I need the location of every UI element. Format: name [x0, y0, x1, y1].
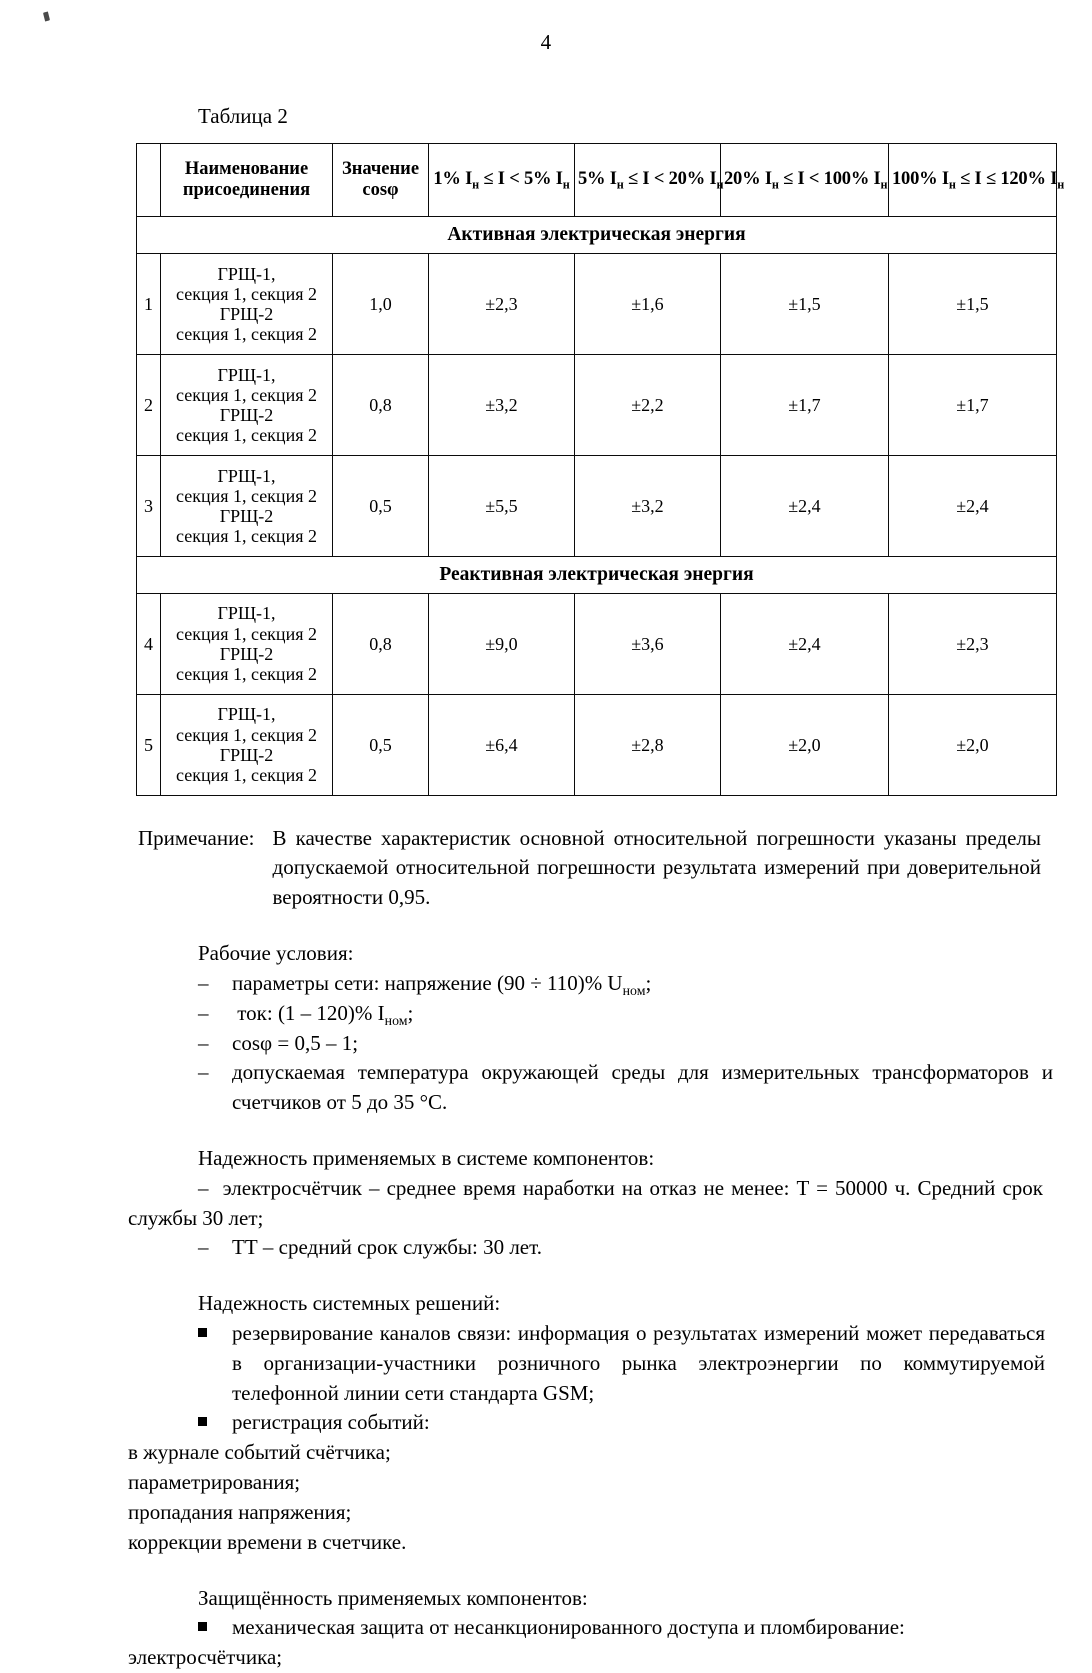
- name-line: ГРЩ-2: [219, 643, 274, 664]
- table-header-row: [137, 144, 1057, 217]
- row-name: [161, 253, 333, 354]
- row-index: 2: [137, 354, 161, 455]
- list-item: [128, 1029, 1053, 1059]
- row-value: ±2,4: [889, 455, 1057, 556]
- name-line: ГРЩ-1,: [217, 704, 276, 725]
- name-line: секция 1, секция 2: [176, 424, 317, 445]
- row-value: ±1,5: [721, 253, 889, 354]
- list-item: [128, 1058, 1053, 1118]
- square-bullet-icon: [198, 1417, 207, 1426]
- section-title: Активная электрическая энергия: [137, 217, 1057, 254]
- table-row: [137, 694, 1057, 795]
- name-line: секция 1, секция 2: [176, 623, 317, 644]
- components-reliability-section: [128, 1144, 1053, 1263]
- row-name: [161, 593, 333, 694]
- list-item-label: параметры сети: напряжение (90 ÷ 110)% $U_{ном}$;: [232, 970, 652, 999]
- name-line: ГРЩ-1,: [217, 603, 276, 624]
- list-item-text: электросчётчик – среднее время наработки на отказ не менее: T = 50000 ч. Средний срок службы 30 лет;: [128, 1175, 1044, 1230]
- row-value: ±2,2: [575, 354, 721, 455]
- row-value: ±3,2: [429, 354, 575, 455]
- name-line: ГРЩ-2: [219, 303, 274, 324]
- name-line: ГРЩ-2: [219, 404, 274, 425]
- header-cos: Значение cosφ: [333, 144, 429, 217]
- list-item: [128, 1233, 1053, 1263]
- dash-icon: –: [198, 1030, 209, 1055]
- working-conditions-heading: Рабочие условия:: [198, 941, 354, 966]
- dash-icon: –: [198, 1235, 209, 1260]
- section-header-row: [137, 217, 1057, 254]
- list-item-label: резервирование каналов связи: информация о результатах измерений может передаваться в организации-участники розничного рынка электроэнергии по коммутируемой телефонной линии сети стандарта GSM;: [232, 1321, 1045, 1405]
- header-range-3: 20% $I_н \le I < 100\%$ $I_н$: [721, 144, 889, 217]
- page-content: [128, 104, 1065, 1673]
- list-item: [128, 999, 1053, 1029]
- table-caption: Таблица 2: [198, 104, 288, 128]
- note-text: В качестве характеристик основной относительной погрешности указаны пределы допускаемой относительной погрешности результата измерений при доверительной вероятности 0,95.: [272, 825, 1041, 910]
- list-item-label: cosφ = 0,5 – 1;: [232, 1030, 359, 1055]
- row-value: ±2,8: [575, 694, 721, 795]
- dash-icon: –: [198, 1060, 209, 1085]
- row-value: ±6,4: [429, 694, 575, 795]
- list-item: [128, 1174, 1053, 1234]
- components-reliability-heading: Надежность применяемых в системе компонентов:: [198, 1145, 655, 1170]
- name-line: ГРЩ-1,: [217, 364, 276, 385]
- note-body: [273, 824, 1053, 913]
- header-range-1: 1% $I_н \le I < 5\%$ $I_н$: [429, 144, 575, 217]
- list-item: [128, 1613, 1053, 1643]
- table-body: [137, 217, 1057, 796]
- system-reliability-heading: Надежность системных решений:: [198, 1291, 501, 1316]
- header-name: Наименование присоединения: [161, 144, 333, 217]
- row-name: [161, 694, 333, 795]
- name-line: секция 1, секция 2: [176, 384, 317, 405]
- event-line: пропадания напряжения;: [128, 1499, 352, 1524]
- name-line: секция 1, секция 2: [176, 323, 317, 344]
- event-line: параметрирования;: [128, 1470, 301, 1495]
- name-line: секция 1, секция 2: [176, 724, 317, 745]
- row-value: ±2,3: [429, 253, 575, 354]
- row-cos: 0,8: [333, 354, 429, 455]
- name-line: ГРЩ-1,: [217, 263, 276, 284]
- row-value: ±1,7: [889, 354, 1057, 455]
- row-value: ±1,7: [721, 354, 889, 455]
- list-item-label: допускаемая температура окружающей среды для измерительных трансформаторов и счетчиков от 5 до 35 °С.: [232, 1060, 1053, 1115]
- row-value: ±3,6: [575, 593, 721, 694]
- scan-artifact-mark: [43, 12, 50, 22]
- row-value: ±2,4: [721, 593, 889, 694]
- event-registration-lines: [128, 1438, 1053, 1557]
- working-conditions-list: [128, 969, 1053, 1118]
- list-item-label: регистрация событий:: [232, 1410, 430, 1435]
- row-index: 1: [137, 253, 161, 354]
- system-reliability-list: [128, 1319, 1053, 1438]
- header-range-4: 100% $I_н \le I \le 120\%$ $I_н$: [889, 144, 1057, 217]
- row-index: 4: [137, 593, 161, 694]
- row-value: ±1,5: [889, 253, 1057, 354]
- table-row: [137, 354, 1057, 455]
- row-cos: 1,0: [333, 253, 429, 354]
- name-line: ГРЩ-1,: [217, 465, 276, 486]
- system-reliability-section: [128, 1289, 1053, 1557]
- name-line: секция 1, секция 2: [176, 764, 317, 785]
- header-index: [137, 144, 161, 217]
- row-value: ±2,0: [889, 694, 1057, 795]
- working-conditions-section: [128, 939, 1053, 1118]
- square-bullet-icon: [198, 1328, 207, 1337]
- note-label: Примечание:: [138, 825, 255, 850]
- row-name: [161, 354, 333, 455]
- name-line: секция 1, секция 2: [176, 485, 317, 506]
- table-row: [137, 593, 1057, 694]
- protection-section: [128, 1584, 1053, 1673]
- table-note: [128, 824, 1053, 913]
- row-index: 3: [137, 455, 161, 556]
- list-item-label: – электросчётчик – среднее время наработки на отказ не менее: T = 50000 ч. Средний срок службы 30 лет;: [128, 1175, 1044, 1230]
- list-item: [128, 1408, 1053, 1438]
- protection-heading: Защищённость применяемых компонентов:: [198, 1585, 588, 1610]
- components-reliability-list: [128, 1174, 1053, 1263]
- list-item-label: ТТ – средний срок службы: 30 лет.: [232, 1235, 542, 1260]
- page-number: 4: [540, 30, 552, 54]
- header-range-2: 5% $I_н \le I < 20\%$ $I_н$: [575, 144, 721, 217]
- name-line: секция 1, секция 2: [176, 663, 317, 684]
- protection-sub-lines: [128, 1643, 1053, 1673]
- square-bullet-icon: [198, 1622, 207, 1631]
- name-line: ГРЩ-2: [219, 505, 274, 526]
- dash-icon: –: [198, 1000, 209, 1025]
- row-value: ±5,5: [429, 455, 575, 556]
- table-row: [137, 455, 1057, 556]
- name-line: секция 1, секция 2: [176, 283, 317, 304]
- row-value: ±2,0: [721, 694, 889, 795]
- list-item-label: механическая защита от несанкционированного доступа и пломбирование:: [232, 1615, 905, 1640]
- row-value: ±1,6: [575, 253, 721, 354]
- accuracy-table: [136, 143, 1065, 796]
- protection-sub-line: электросчётчика;: [128, 1645, 283, 1670]
- protection-list: [128, 1613, 1053, 1643]
- list-item: [128, 969, 1053, 999]
- section-header-row: [137, 556, 1057, 593]
- event-line: в журнале событий счётчика;: [128, 1440, 391, 1465]
- section-title: Реактивная электрическая энергия: [137, 556, 1057, 593]
- row-name: [161, 455, 333, 556]
- list-item-label: ток: (1 – 120)% $I_{ном}$;: [232, 1000, 414, 1028]
- row-value: ±9,0: [429, 593, 575, 694]
- list-item: [128, 1319, 1053, 1408]
- dash-icon: –: [198, 970, 209, 995]
- row-cos: 0,5: [333, 455, 429, 556]
- name-line: секция 1, секция 2: [176, 525, 317, 546]
- event-line: коррекции времени в счетчике.: [128, 1529, 407, 1554]
- table-row: [137, 253, 1057, 354]
- row-cos: 0,5: [333, 694, 429, 795]
- name-line: ГРЩ-2: [219, 744, 274, 765]
- row-value: ±3,2: [575, 455, 721, 556]
- row-cos: 0,8: [333, 593, 429, 694]
- row-index: 5: [137, 694, 161, 795]
- row-value: ±2,3: [889, 593, 1057, 694]
- row-value: ±2,4: [721, 455, 889, 556]
